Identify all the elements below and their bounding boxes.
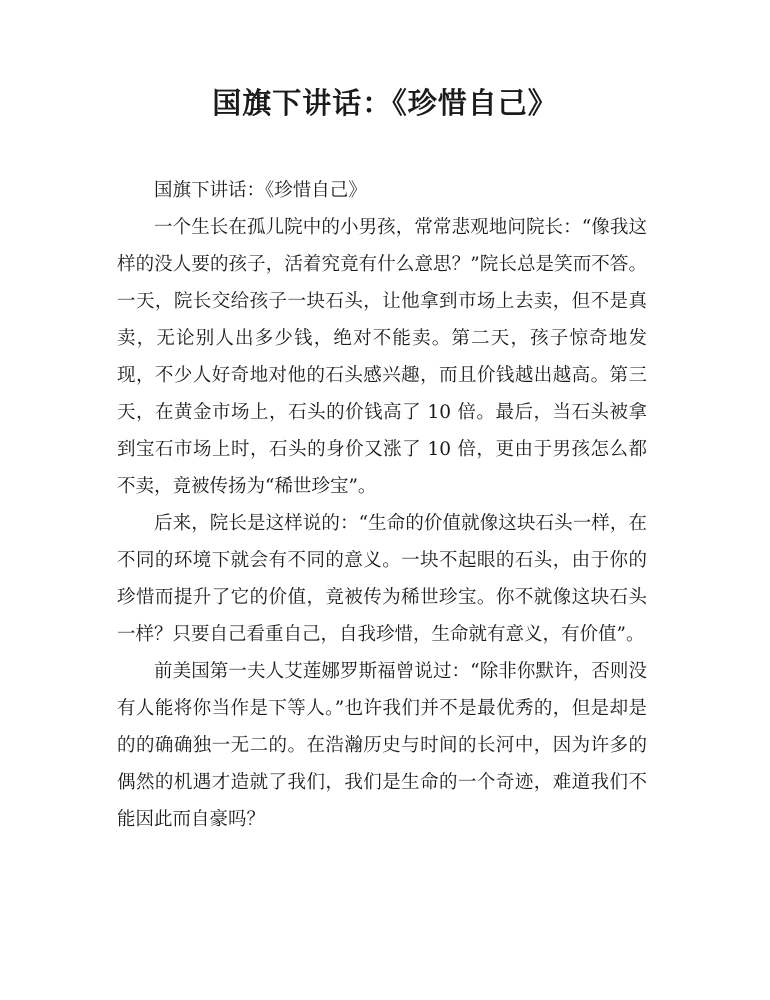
paragraph-story: 一个生长在孤儿院中的小男孩，常常悲观地问院长：“像我这样的没人要的孩子，活着究竟有什么意思？”院长总是笑而不答。一天，院长交给孩子一块石头，让他拿到市场上去卖，但不是真卖，无论别人出多少钱，绝对不能卖。第二天，孩子惊奇地发现，不少人好奇地对他的石头感兴趣，而且价钱越出越高。第三天，在黄金市场上，石头的价钱高了 10 倍。最后，当石头被拿到宝石市场上时，石头的身价又涨了 10 倍，更由于男孩怎么都不卖，竟被传扬为“稀世珍宝”。 (117, 217, 647, 497)
paragraph-heading: 国旗下讲话：《珍惜自己》 (154, 180, 367, 201)
paragraph-quote: 前美国第一夫人艾莲娜罗斯福曾说过：“除非你默许，否则没有人能将你当作是下等人。”也许我们并不是最优秀的，但是却是的的确确独一无二的。在浩瀚历史与时间的长河中，因为许多的偶然的机遇才造就了我们，我们是生命的一个奇迹，难道我们不能因此而自豪吗？ (117, 661, 647, 830)
document-title: 国旗下讲话：《珍惜自己》 (212, 86, 558, 120)
paragraph-lesson: 后来，院长是这样说的：“生命的价值就像这块石头一样，在不同的环境下就会有不同的意义。一块不起眼的石头，由于你的珍惜而提升了它的价值，竟被传为稀世珍宝。你不就像这块石头一样？只要自己看重自己，自我珍惜，生命就有意义，有价值”。 (117, 513, 647, 645)
document-body (117, 172, 647, 838)
